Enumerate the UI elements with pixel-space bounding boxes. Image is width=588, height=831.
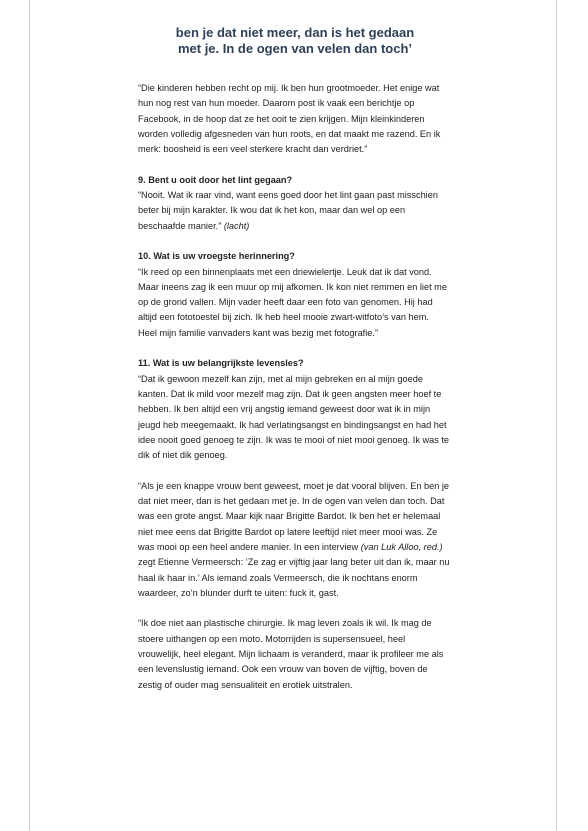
paragraph-grandchildren: “Die kinderen hebben recht op mij. Ik ben hun grootmoeder. Het enige wat hun nog rest van hun moeder. Daarom post ik vaak een berichtje op Facebook, in de hoop dat ze het ooit te zien krijgen. Mijn kleinkinderen worden volledig afgesneden van hun roots, en dat maakt me razend. En ik merk: boosheid is een veel sterkere kracht dan verdriet.” [138,83,441,155]
pull-quote-line-2: met je. In de ogen van velen dan toch’ [177,41,413,56]
answer-9-aside: (lacht) [223,220,250,231]
question-10: 10. Wat is uw vroegste herinnering? [138,251,295,262]
paragraph-surgery: “Ik doe niet aan plastische chirurgie. Ik mag leven zoals ik wil. Ik mag de stoere uithangen op een moto. Motorrijden is supersensueel, heel vrouwelijk, heel elegant. Mijn lichaam is veranderd, maar ik profileer me als een levenslustig iemand. Ook een vrouw van boven de vijftig, boven de zestig of ouder mag sensualiteit en erotiek uitstralen. [138,618,444,690]
answer-9-text: “Nooit. Wat ik raar vind, want eens goed door het lint gaan past misschien beter bij mijn karakter. Ik wou dat ik het kon, maar dan wel op een beschaafde manier.” [138,190,438,231]
question-9: 9. Bent u ooit door het lint gegaan? [138,174,293,185]
paragraph-beauty [138,479,450,601]
paragraph-beauty-part-2: zegt Etienne Vermeersch: ‘Ze zag er vijftig jaar lang beter uit dan ik, maar nu haal ik haar in.’ Als iemand zoals Vermeersch, die ik nochtans enorm waardeer, zo’n blunder durft te uiten: fuck it, gast. [138,557,450,598]
answer-11: “Dat ik gewoon mezelf kan zijn, met al mijn gebreken en al mijn goede kanten. Dat ik mild voor mezelf mag zijn. Dat ik geen angsten meer hoef te hebben. Ik ben altijd een vrij angstig iemand geweest door wat ik in mijn jeugd heb meegemaakt. Ik had verlatingsangst en bindingsangst en had het idee nooit goed genoeg te zijn. Ik was te mooi of niet mooi genoeg. Ik was te dik of niet dik genoeg. [138,373,450,461]
pull-quote-line-1: ben je dat niet meer, dan is het gedaan [175,25,415,40]
question-11: 11. Wat is uw belangrijkste levensles? [138,358,304,369]
left-margin-line [29,0,30,831]
paragraph-beauty-part-1: “Als je een knappe vrouw bent geweest, moet je dat vooral blijven. En ben je dat niet meer, dan is het gedaan met je. In de ogen van velen dan toch. Dat was een grote angst. Maar kijk naar Brigitte Bardot. Ik ben het er helemaal niet mee eens dat Brigitte Bardot op latere leeftijd niet meer mooi was. Ze was mooi op een heel andere manier. In een interview [138,480,450,552]
answer-9 [138,188,450,234]
pull-quote [171,25,419,57]
answer-10: “Ik reed op een binnenplaats met een driewielertje. Leuk dat ik dat vond. Maar ineens zag ik een muur op mij afkomen. Ik kon niet remmen en liet me op de grond vallen. Mijn vader heeft daar een foto van genomen. Hij had altijd een fototoestel bij zich. Ik heb heel mooie zwart-witfoto’s van hem. Heel mijn familie vanvaders kant was bezig met fotografie.” [138,266,447,338]
right-margin-line [556,0,557,831]
article-body [138,81,450,708]
paragraph-beauty-aside: (van Luk Alloo, red.) [360,541,443,552]
